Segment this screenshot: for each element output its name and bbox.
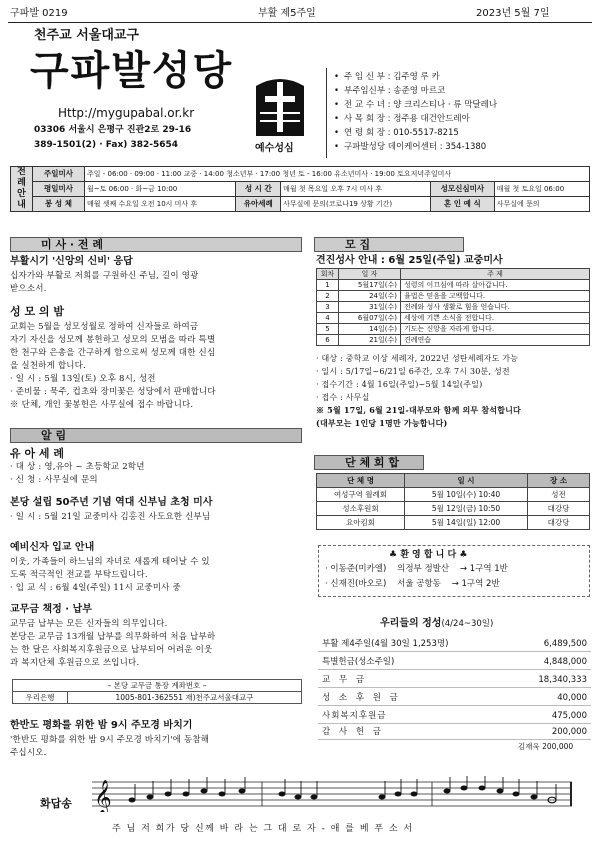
table-row: 6 21일(수) 견례연습 xyxy=(317,335,590,346)
notice4-body: 교무금 납부는 모든 신자들의 의무입니다. 본당은 교무금 13개월 납부를 의무화하여 처음 납부하 는 한 달은 사회복지후원금으로 납부되어 어려운 이웃 과 복지단체 후원금으로 쓰입니다. xyxy=(10,619,216,668)
wedding-label: 혼 인 예 식 xyxy=(430,197,494,212)
staff-item: • 부주임신부 : 송준영 마르코 xyxy=(334,86,446,96)
staff-item: • 주 임 신 부 : 김주영 루 카 xyxy=(334,72,440,82)
notice5-body: '한반도 평화를 위한 밤 9시 주모경 바치기'에 동참해 주십시오. xyxy=(10,735,210,758)
staff-item: • 연 령 회 장 : 010-5517-8215 xyxy=(334,128,459,138)
table-row: 4 6월07일(수) 세상에 기쁜 소식을 전합니다. xyxy=(317,313,590,324)
liturgy-heading: 미 사 · 전 례 xyxy=(10,237,302,252)
welcome-box xyxy=(318,545,590,597)
notice2-body: · 일 시 : 5월 21일 교중미사 김홍진 사도요한 신부님 xyxy=(10,512,211,522)
staff-list xyxy=(334,70,497,154)
account-bank: 우리은행 xyxy=(13,692,68,704)
infant-baptism-text: 사무실에 문의(코로나19 상황 기간) xyxy=(281,197,431,212)
recruit-heading: 모 집 xyxy=(314,237,464,252)
finance-row: 특별헌금(성소주일) 4,848,000 xyxy=(318,655,591,670)
table-row: 2 24일(수) 율법은 믿음을 고백합니다. xyxy=(317,291,590,302)
logo-caption: 예수성심 xyxy=(255,143,294,154)
account-table xyxy=(12,679,302,704)
welcome-row: · 신재진(바오로) 서울 공항동 → 1구역 2반 xyxy=(325,579,500,589)
communion-text: 매월 셋째 수요일 오전 10시 미사 후 xyxy=(85,197,236,212)
schedule-table xyxy=(10,166,590,212)
notices-heading: 알 림 xyxy=(10,428,302,443)
welcome-title: ♣ 환 영 합 니 다 ♣ xyxy=(389,550,468,560)
website-link[interactable]: Http://mygupabal.or.kr xyxy=(58,106,195,120)
marian-mass-label: 성모신심미사 xyxy=(430,182,494,197)
groups-table: 단 체 명 일 시 장 소 여성구역 월례회 5월 10일(수) 10:40 성전 성소후원회 5월 12일(금) 10:50 대강당 요아킴회 5월 14일(일) 12:00 대강당 xyxy=(316,473,590,530)
account-title: – 본당 교무금 통장 계좌번호 – xyxy=(13,680,302,692)
header-rule xyxy=(8,22,592,23)
finance-title: 우리들의 정성(4/24~30일) xyxy=(380,618,494,629)
staff-item: • 전 교 수 녀 : 양 크리스티나 · 류 막달레나 xyxy=(334,100,498,110)
wedding-text: 사무실에 문의 xyxy=(494,197,589,212)
bulletin-number: 구파발 0219 xyxy=(10,8,68,19)
table-row: 5 14일(수) 기도는 신앙을 자라게 합니다. xyxy=(317,324,590,335)
infant-baptism-label: 유아세례 xyxy=(236,197,281,212)
recruit-title: 견진성사 안내 : 6월 25일(주일) 교중미사 xyxy=(316,255,503,266)
schedule-side-label: 전례안내 xyxy=(11,167,33,212)
svg-text:𝄞: 𝄞 xyxy=(94,780,112,812)
music-staff xyxy=(92,776,572,812)
liturgy-s1-title: 부활시기 '신앙의 신비' 응답 xyxy=(10,256,133,267)
song-lyrics: 주 님 저 희가 당 신께 바 라 는 그 대 로 자 - 애 를 베 푸 소 서 xyxy=(112,824,414,834)
notice1-body: · 대 상 : 영,유아 ~ 초등학교 2학년 · 신 청 : 사무실에 문의 xyxy=(10,462,145,485)
table-row: 요아킴회 5월 14일(일) 12:00 대강당 xyxy=(317,516,590,530)
marian-mass-text: 매월 첫 토요일 06:00 xyxy=(494,182,589,197)
notice2-title: 본당 설립 50주년 기념 역대 신부님 초청 미사 xyxy=(10,497,213,508)
holy-hour-label: 성 시 간 xyxy=(236,182,281,197)
brand-subtitle: 천주교 서울대교구 xyxy=(34,28,139,43)
notice4-title: 교무금 책정 · 납부 xyxy=(10,604,92,615)
church-logo xyxy=(250,76,310,140)
sunday-mass-label: 주일미사 xyxy=(33,167,85,182)
liturgy-s2-body: 교회는 5월을 성모성월로 정하여 신자들로 하여금 자기 자신을 성모께 봉헌하고 성모의 모범을 따라 특별 한 천구와 은총을 간구하게 함으로써 성모께 대한 신심 을 실천하게 합니다. · 일 시 : 5월 13일(토) 오후 8시, 성전 · 준비물 : 묵주, 컵초와 장미꽃은 성당에서 판매합니다 ※ 단체, 개인 꽃봉헌은 사무실에 접수 바랍니다. xyxy=(10,322,216,410)
address-text: 03306 서울시 은평구 진관2로 29-16 xyxy=(34,125,192,135)
notice5-title: 한반도 평화를 위한 밤 9시 주모경 바치기 xyxy=(10,720,193,731)
sunday-mass-times: 주일 - 06:00 · 09:00 · 11:00 교중 · 14:00 청소년부 · 17:00 청년 토 - 16:00 유소년미사 · 19:00 토요저녁주일미사 xyxy=(85,167,590,182)
liturgy-s1-body: 십자가와 부활로 저희를 구원하신 주님, 길이 영광 받으소서. xyxy=(10,271,199,294)
notice3-title: 예비신자 입교 안내 xyxy=(10,542,95,553)
groups-heading: 단 체 회 합 xyxy=(314,455,424,470)
table-row: 여성구역 월례회 5월 10일(수) 10:40 성전 xyxy=(317,488,590,502)
responsorial-label: 화답송 xyxy=(40,797,72,810)
liturgical-season: 부활 제5주일 xyxy=(258,8,316,19)
finance-note: 김재욱 200,000 xyxy=(518,742,574,751)
notice1-title: 유 아 세 례 xyxy=(10,447,64,460)
weekday-mass-label: 평일미사 xyxy=(33,182,85,197)
finance-row: 성 소 후 원 금 40,000 xyxy=(318,691,591,706)
communion-label: 봉 성 체 xyxy=(33,197,85,212)
finance-row: 부활 제4주일(4월 30일 1,253명) 6,489,500 xyxy=(318,637,591,652)
confirmation-table: 회차 일 자 주 제 1 5월17일(수) 성령의 이끄심에 따라 살아갑니다. 2 24일(수) 율법은 믿음을 고백합니다. 3 31일(수) 전례와 성사 생활로 힘을 얻습니다. 4 6월07일(수) 세상에 기쁜 소식을 전합니다. 5 14일(수) 기도는 신앙을 자라게 합니다. 6 21일(수) 견례연습 xyxy=(316,268,590,346)
phone-text: 389-1501(2) · Fax) 382-5654 xyxy=(34,140,179,150)
finance-row: 교 무 금 18,340,333 xyxy=(318,673,591,688)
recruit-notes: · 대상 : 중학교 이상 세례자, 2022년 성탄세례자도 가능 · 일시 : 5/17일~6/21일 6주간, 오후 7시 30분, 성전 · 접수기간 : 4월 16일(주일)~5월 14일(주일) · 접수 : 사무실 ※ 5월 17일, 6월 21일-대부모와 함께 의무 참석합니다 (대부모는 1인당 1명만 가능합니다) xyxy=(316,354,521,428)
welcome-row: · 이동준(미카엘) 의정부 정발산 → 1구역 1반 xyxy=(325,564,508,574)
weekday-mass-times: 월~토 06:00 · 화~금 10:00 xyxy=(85,182,236,197)
table-row: 1 5월17일(수) 성령의 이끄심에 따라 살아갑니다. xyxy=(317,280,590,291)
liturgy-s2-title: 성 모 의 밤 xyxy=(10,305,64,318)
account-number: 1005-801-362551 재)천주교서울대교구 xyxy=(68,692,302,704)
finance-row: 감 사 헌 금 200,000 xyxy=(318,725,591,740)
holy-hour-text: 매월 첫 목요일 오후 7시 미사 후 xyxy=(281,182,431,197)
bulletin-date: 2023년 5월 7일 xyxy=(476,8,550,19)
table-row: 성소후원회 5월 12일(금) 10:50 대강당 xyxy=(317,502,590,516)
finance-row: 사회복지후원금 475,000 xyxy=(318,709,591,724)
table-row: 3 31일(수) 전례와 성사 생활로 힘을 얻습니다. xyxy=(317,302,590,313)
notice3-body: 이웃, 가족들이 하느님의 자녀로 새롭게 태어날 수 있 도록 적극적인 전교를 부탁드립니다. · 입 교 식 : 6월 4일(주일) 11시 교중미사 중 xyxy=(10,557,210,593)
staff-item: • 구파발성당 데이케어센터 : 354-1380 xyxy=(334,142,487,152)
brand-name: 구파발성당 xyxy=(30,48,234,94)
staff-item: • 사 목 회 장 : 정주용 대건안드레아 xyxy=(334,114,470,124)
